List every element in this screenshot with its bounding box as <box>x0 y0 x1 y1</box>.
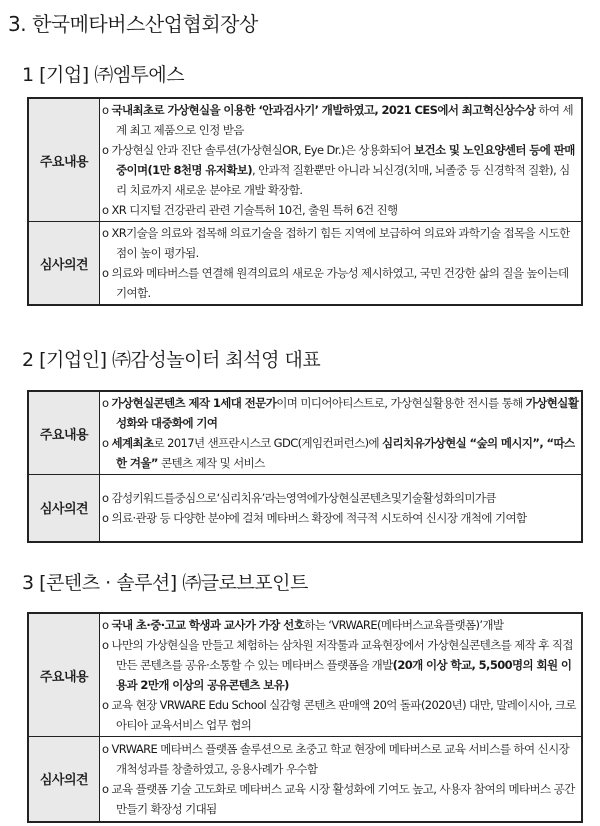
bold-text: 세계최초 <box>111 436 154 450</box>
bullet-item: o 국내 초·중·고교 학생과 교사가 가장 선호하는 ‘VRWARE(메타버스교육플랫폼)’개발 <box>102 618 504 632</box>
text: 의료·관광 등 다양한 분야에 걸쳐 메타버스 확장에 적극적 시도하여 신시장 개척에 기여함 <box>111 510 527 525</box>
bullet-item: o 의료·관광 등 다양한 분야에 걸쳐 메타버스 확장에 적극적 시도하여 신시장 개척에 기여함 <box>102 510 527 525</box>
row-content <box>100 613 583 737</box>
award-table-2 <box>27 390 583 543</box>
bold-text: 가상현실콘텐츠 제작 1세대 전문가 <box>111 396 277 410</box>
text: 로 2017년 샌프란시스코 GDC(게임컨퍼런스)에 <box>153 436 383 450</box>
award-table-3 <box>27 612 583 823</box>
bullet-item: o XR 디지털 건강관리 관련 기술특허 10건, 출원 특허 6건 진행 <box>102 203 398 217</box>
text: 하여 세계 최고 제품으로 인정 받음 <box>116 103 573 137</box>
row-content <box>100 98 583 222</box>
bold-text: 심리치유가상현실 “숲의 메시지”, “따스한 겨울” <box>116 436 575 470</box>
bullet-item: o 세계최초로 2017년 샌프란시스코 GDC(게임컨퍼런스)에 심리치유가상현실 “숲의 메시지”, “따스한 겨울” 콘텐츠 제작 및 서비스 <box>102 436 575 470</box>
row-content <box>100 222 583 306</box>
text: 의료와 메타버스를 연결해 원격의료의 새로운 가능성 제시하였고, 국민 건강한 삶의 질을 높이는데 기여함. <box>111 266 569 300</box>
bold-text: 가상현실활성화와 대중화에 기여 <box>116 396 579 430</box>
bold-text: (20개 이상 학교, 5,500명의 회원 이용과 2만개 이상의 공유콘텐츠 보유) <box>116 658 572 692</box>
row-label: 심사의견 <box>28 737 100 822</box>
text: VRWARE 메타버스 플랫폼 솔루션으로 초중고 학교 현장에 메타버스로 교육 서비스를 하여 신시장 개척성과를 창출하였고, 응용사례가 우수함 <box>111 741 570 776</box>
text: 이며 미디어아티스트로, 가상현실활용한 전시를 통해 <box>276 396 526 410</box>
bold-text: 국내 초·중·고교 학생과 교사가 가장 선호 <box>111 618 305 632</box>
row-label: 심사의견 <box>28 475 100 542</box>
bullet-item: o 국내최초로 가상현실을 이용한 ‘안과검사기’ 개발하였고, 2021 CES에서 최고혁신상수상 하여 세계 최고 제품으로 인정 받음 <box>102 103 573 137</box>
text: XR 디지털 건강관리 관련 기술특허 10건, 출원 특허 6건 진행 <box>111 203 398 217</box>
text: 교육 현장 VRWARE Edu School 실감형 콘텐츠 판매액 20억 돌파(2020년) 대만, 말레이시아, 크로아티아 교육서비스 업무 협의 <box>111 698 576 732</box>
text: 감성키워드를중심으로‘심리치유’라는영역에가상현실콘텐츠및기술활성화의미가큼 <box>111 490 496 505</box>
text: , 안과적 질환뿐만 아니라 뇌신경(치매, 뇌졸중 등 신경학적 질환), 심리 치료까지 새로운 분야로 개발 확장함. <box>116 163 570 197</box>
row-label: 주요내용 <box>28 391 100 475</box>
bullet-item: o 감성키워드를중심으로‘심리치유’라는영역에가상현실콘텐츠및기술활성화의미가큼 <box>102 490 496 505</box>
page-title: 3. 한국메타버스산업협회장상 <box>8 12 258 36</box>
award-table-1 <box>27 97 583 306</box>
bullet-item: o 나만의 가상현실을 만들고 체험하는 삼차원 저작툴과 교육현장에서 가상현실콘텐츠를 제작 후 직접 만든 콘텐츠를 공유·소통할 수 있는 메타버스 플랫폼을 개발(20개 이상 학교, 5,500명의 회원 이용과 2만개 이상의 공유콘텐츠 보유) <box>102 638 573 692</box>
bullet-item: o VRWARE 메타버스 플랫폼 솔루션으로 초중고 학교 현장에 메타버스로 교육 서비스를 하여 신시장 개척성과를 창출하였고, 응용사례가 우수함 <box>102 741 570 776</box>
bullet-item: o 가상현실콘텐츠 제작 1세대 전문가이며 미디어아티스트로, 가상현실활용한 전시를 통해 가상현실활성화와 대중화에 기여 <box>102 396 579 430</box>
row-label: 주요내용 <box>28 98 100 222</box>
row-content <box>100 475 583 542</box>
bullet-item: o XR기술을 의료와 접목해 의료기술을 접하기 힘든 지역에 보급하여 의료와 과학기술 접목을 시도한 점이 높이 평가됨. <box>102 226 570 260</box>
bullet-item: o 의료와 메타버스를 연결해 원격의료의 새로운 가능성 제시하였고, 국민 건강한 삶의 질을 높이는데 기여함. <box>102 266 569 300</box>
text: 가상현실 안과 진단 솔루션(가상현실OR, Eye Dr.)은 상용화되어 <box>111 143 414 157</box>
row-content <box>100 737 583 822</box>
bullet-item: o 교육 현장 VRWARE Edu School 실감형 콘텐츠 판매액 20억 돌파(2020년) 대만, 말레이시아, 크로아티아 교육서비스 업무 협의 <box>102 698 576 732</box>
text: 나만의 가상현실을 만들고 체험하는 삼차원 저작툴과 교육현장에서 가상현실콘텐츠를 제작 후 직접 만든 콘텐츠를 공유·소통할 수 있는 메타버스 플랫폼을 개발 <box>111 638 573 672</box>
row-label: 주요내용 <box>28 613 100 737</box>
bold-text: 국내최초로 가상현실을 이용한 ‘안과검사기’ 개발하였고, 2021 CES에서 최고혁신상수상 <box>111 103 536 117</box>
section-heading-2: 2 [기업인] ㈜감성놀이터 최석영 대표 <box>22 349 321 371</box>
bullet-item: o 교육 플랫폼 기술 고도화로 메타버스 교육 시장 활성화에 기여도 높고, 사용자 참여의 메타버스 공간 만들기 확장성 기대됨 <box>102 781 575 816</box>
text: 하는 ‘VRWARE(메타버스교육플랫폼)’개발 <box>304 618 504 632</box>
text: 교육 플랫폼 기술 고도화로 메타버스 교육 시장 활성화에 기여도 높고, 사용자 참여의 메타버스 공간 만들기 확장성 기대됨 <box>111 781 575 816</box>
bold-text: 보건소 및 노인요양센터 등에 판매 중이며(1만 8천명 유저확보) <box>116 143 575 177</box>
text: XR기술을 의료와 접목해 의료기술을 접하기 힘든 지역에 보급하여 의료와 과학기술 접목을 시도한 점이 높이 평가됨. <box>111 226 570 260</box>
row-label: 심사의견 <box>28 222 100 306</box>
section-heading-3: 3 [콘텐츠 · 솔루션] ㈜글로브포인트 <box>22 572 308 594</box>
section-heading-1: 1 [기업] ㈜엠투에스 <box>22 64 185 86</box>
bullet-item: o 가상현실 안과 진단 솔루션(가상현실OR, Eye Dr.)은 상용화되어 보건소 및 노인요양센터 등에 판매 중이며(1만 8천명 유저확보), 안과적 질환뿐만 아니라 뇌신경(치매, 뇌졸중 등 신경학적 질환), 심리 치료까지 새로운 분야로 개발 확장함. <box>102 143 575 197</box>
text: 콘텐츠 제작 및 서비스 <box>157 456 265 470</box>
row-content <box>100 391 583 475</box>
